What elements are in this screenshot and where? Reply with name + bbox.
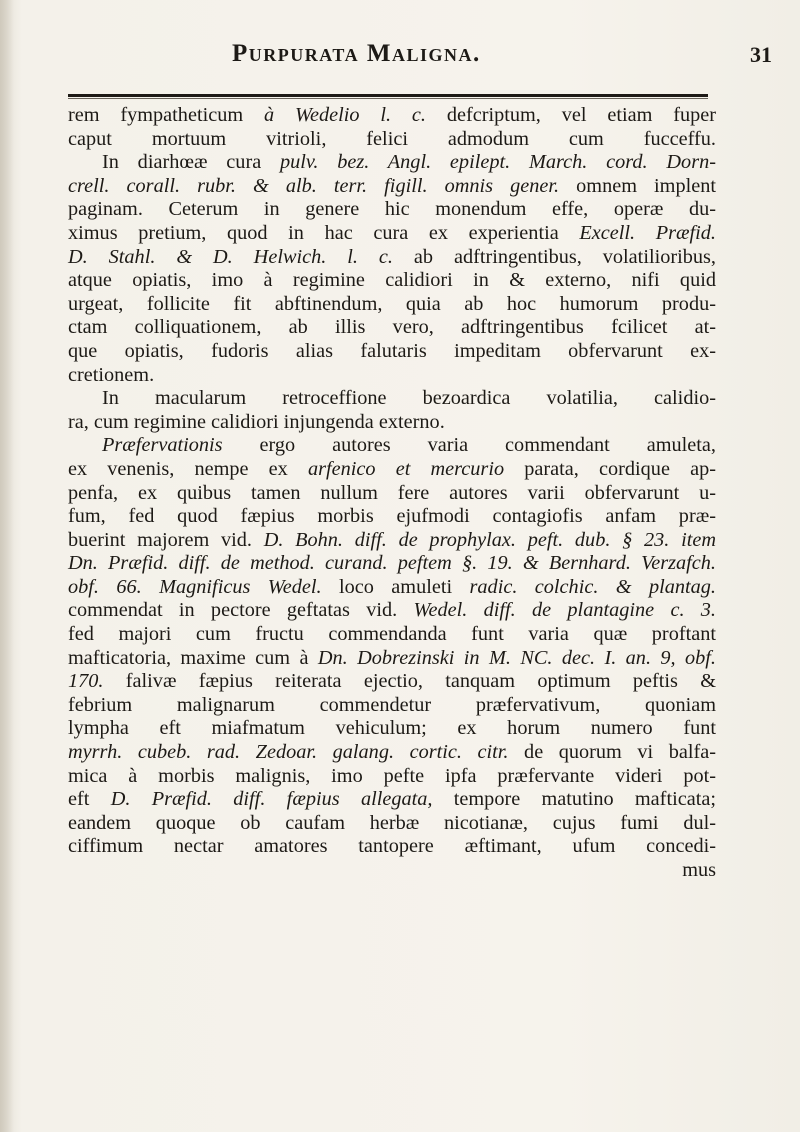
text-segment: ab adftringentibus, volatilioribus, — [392, 245, 716, 268]
text-line — [68, 198, 716, 222]
text-line — [68, 599, 716, 623]
text-segment: parata, cordique ap- — [504, 457, 716, 480]
text-segment: buerint majorem vid. — [68, 528, 264, 551]
text-segment: de quorum vi balfa- — [508, 741, 716, 764]
text-line — [68, 505, 716, 529]
header-rule-thin — [68, 98, 708, 99]
text-segment: ximus pretium, quod in hac cura ex experientia — [68, 221, 580, 244]
text-segment: ciffimum nectar amatores tantopere æftimant, ufum concedi- — [68, 835, 716, 858]
text-line — [68, 316, 716, 340]
italic-text: Præfervationis — [102, 434, 223, 457]
text-segment: In diarhœæ cura — [102, 151, 280, 174]
text-line — [68, 104, 716, 128]
page-number: 31 — [750, 42, 772, 67]
italic-text: D. Præfid. diff. fæpius allegata, — [110, 788, 433, 811]
text-line — [68, 387, 716, 411]
text-line — [68, 647, 716, 671]
text-line — [68, 293, 716, 317]
italic-text: D. Stahl. & D. Helwich. l. c. — [68, 245, 393, 268]
text-segment: febrium malignarum commendetur præfervativum, quoniam — [68, 693, 716, 716]
text-segment: atque opiatis, imo à regimine calidiori in & externo, nifi quid — [68, 269, 716, 292]
text-line — [68, 222, 716, 246]
text-segment: In macularum retroceffione bezoardica volatilia, calidio- — [102, 387, 716, 410]
text-segment: urgeat, follicite fit abftinendum, quia ab hoc humorum produ- — [68, 292, 716, 315]
italic-text: pulv. bez. Angl. epilept. March. cord. Dorn- — [279, 151, 716, 174]
text-line — [68, 364, 716, 388]
text-segment: cretionem. — [68, 363, 155, 386]
italic-text: arfenico et mercurio — [307, 457, 505, 480]
page-header — [232, 40, 772, 74]
text-line — [68, 623, 716, 647]
italic-text: Dn. Præfid. diff. de method. curand. peftem §. 19. & Bernhard. Verzafch. — [68, 552, 716, 575]
text-segment: penfa, ex quibus tamen nullum fere autores varii obfervarunt u- — [68, 481, 716, 504]
italic-text: myrrh. cubeb. rad. Zedoar. galang. cortic. citr. — [68, 741, 509, 764]
text-segment: lympha eft miafmatum vehiculum; ex horum numero funt — [68, 717, 716, 740]
text-line — [68, 482, 716, 506]
italic-text: à Wedelio l. c. — [263, 104, 426, 126]
italic-text: radic. colchic. & plantag. — [469, 575, 716, 598]
text-segment: commendat in pectore geftatas vid. — [68, 599, 414, 622]
italic-text: 170. — [68, 670, 104, 693]
binding-edge — [0, 0, 14, 1132]
header-rule — [68, 94, 708, 97]
text-line — [68, 434, 716, 458]
text-line — [68, 175, 716, 199]
text-line — [68, 812, 716, 836]
text-segment: eandem quoque ob caufam herbæ nicotianæ, cujus fumi dul- — [68, 811, 716, 834]
text-line — [68, 269, 716, 293]
text-segment: eft — [68, 788, 111, 811]
text-line — [68, 458, 716, 482]
text-line — [68, 835, 716, 859]
text-line — [68, 717, 716, 741]
text-segment: ex venenis, nempe ex — [68, 457, 308, 480]
text-line — [68, 741, 716, 765]
text-segment: tempore matutino mafticata; — [432, 788, 716, 811]
text-line — [68, 694, 716, 718]
text-segment: falivæ fæpius reiterata ejectio, tanquam optimum peftis & — [103, 670, 716, 693]
body-text — [68, 104, 716, 883]
italic-text: Wedel. diff. de plantagine c. 3. — [413, 599, 716, 622]
text-line — [68, 411, 716, 435]
text-segment: mica à morbis malignis, imo pefte ipfa præfervante videri pot- — [68, 764, 716, 787]
text-segment: que opiatis, fudoris alias falutaris impeditam obfervarunt ex- — [68, 339, 716, 362]
text-line — [68, 552, 716, 576]
italic-text: obf. 66. Magnificus Wedel. — [68, 575, 322, 598]
text-line — [68, 151, 716, 175]
text-line — [68, 765, 716, 789]
text-segment: caput mortuum vitrioli, felici admodum cum fucceffu. — [68, 127, 716, 150]
text-segment: ra, cum regimine calidiori injungenda externo. — [68, 410, 445, 433]
italic-text: D. Bohn. diff. de prophylax. peft. dub. § 23. item — [263, 528, 716, 551]
italic-text: Excell. Præfid. — [579, 221, 716, 244]
italic-text: Dn. Dobrezinski in M. NC. dec. I. an. 9, obf. — [317, 646, 716, 669]
text-segment: ergo autores varia commendant amuleta, — [222, 434, 716, 457]
running-head: Purpurata Maligna. — [232, 40, 481, 67]
text-segment: ctam colliquationem, ab illis vero, adftringentibus fcilicet at- — [68, 316, 716, 339]
text-segment: fed majori cum fructu commendanda funt varia quæ proftant — [68, 623, 716, 646]
italic-text: crell. corall. rubr. & alb. terr. figill. omnis gener. — [68, 174, 560, 197]
text-segment: defcriptum, vel etiam fuper — [426, 104, 717, 126]
text-segment: fum, fed quod fæpius morbis ejufmodi contagiofis anfam præ- — [68, 505, 716, 528]
text-segment: omnem implent — [559, 174, 716, 197]
text-line — [68, 576, 716, 600]
text-line — [68, 670, 716, 694]
text-line — [68, 340, 716, 364]
text-line — [68, 128, 716, 152]
text-line — [68, 788, 716, 812]
catchword: mus — [682, 859, 716, 881]
text-line — [68, 246, 716, 270]
text-segment: paginam. Ceterum in genere hic monendum effe, operæ du- — [68, 198, 716, 221]
text-segment: mafticatoria, maxime cum à — [68, 646, 318, 669]
text-line — [68, 529, 716, 553]
text-segment: rem fympatheticum — [68, 104, 264, 126]
text-segment: loco amuleti — [321, 575, 470, 598]
